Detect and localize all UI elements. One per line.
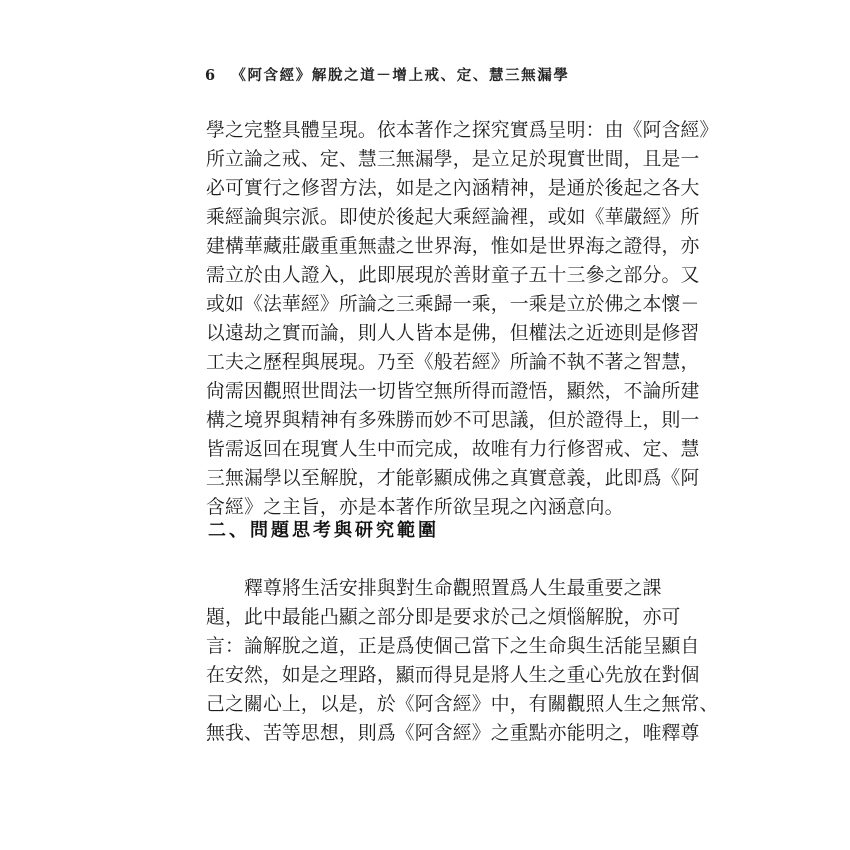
page-number: 6 [205,67,217,84]
text-line: 皆需返回在現實人生中而完成，故唯有力行修習戒、定、慧 [206,439,700,460]
paragraph-2 [206,574,719,748]
text-line: 工夫之歷程與展現。乃至《般若經》所論不執不著之智慧， [206,352,700,373]
text-line: 含經》之主旨，亦是本著作所欲呈現之內涵意向。 [206,497,624,518]
text-line: 或如《法華經》所論之三乘歸一乘，一乘是立於佛之本懷－ [206,294,700,315]
text-line: 需立於由人證入，此即展現於善財童子五十三參之部分。又 [206,265,700,286]
text-line: 構之境界與精神有多殊勝而妙不可思議，但於證得上，則一 [206,410,700,431]
text-line: 三無漏學以至解脫，才能彰顯成佛之真實意義，此即爲《阿 [206,468,700,489]
text-line: 言：論解脫之道，正是爲使個己當下之生命與生活能呈顯自 [206,636,700,657]
text-line: 題，此中最能凸顯之部分即是要求於己之煩惱解脫，亦可 [206,607,681,628]
text-line: 以遠劫之實而論，則人人皆本是佛，但權法之近迹則是修習 [206,323,700,344]
running-head [205,64,645,85]
paragraph-1 [206,116,719,522]
text-line-indented: 釋尊將生活安排與對生命觀照置爲人生最重要之課 [244,578,662,599]
text-line: 建構華藏莊嚴重重無盡之世界海，惟如是世界海之證得，亦 [206,236,700,257]
text-line: 乘經論與宗派。即使於後起大乘經論裡，或如《華嚴經》所 [206,207,700,228]
text-line: 尙需因觀照世間法一切皆空無所得而證悟，顯然，不論所建 [206,381,700,402]
text-line: 己之關心上，以是，於《阿含經》中，有關觀照人生之無常、 [206,694,719,715]
text-line: 必可實行之修習方法，如是之內涵精神，是通於後起之各大 [206,178,700,199]
section-heading: 二、問題思考與研究範圍 [208,520,439,541]
text-line: 無我、苦等思想，則爲《阿含經》之重點亦能明之，唯釋尊 [206,723,700,744]
text-line: 在安然，如是之理路，顯而得見是將人生之重心先放在對個 [206,665,700,686]
running-head-title: 《阿含經》解脫之道－增上戒、定、慧三無漏學 [231,67,570,84]
text-line: 所立論之戒、定、慧三無漏學，是立足於現實世間，且是一 [206,149,700,170]
text-line: 學之完整具體呈現。依本著作之探究實爲呈明：由《阿含經》 [206,120,719,141]
